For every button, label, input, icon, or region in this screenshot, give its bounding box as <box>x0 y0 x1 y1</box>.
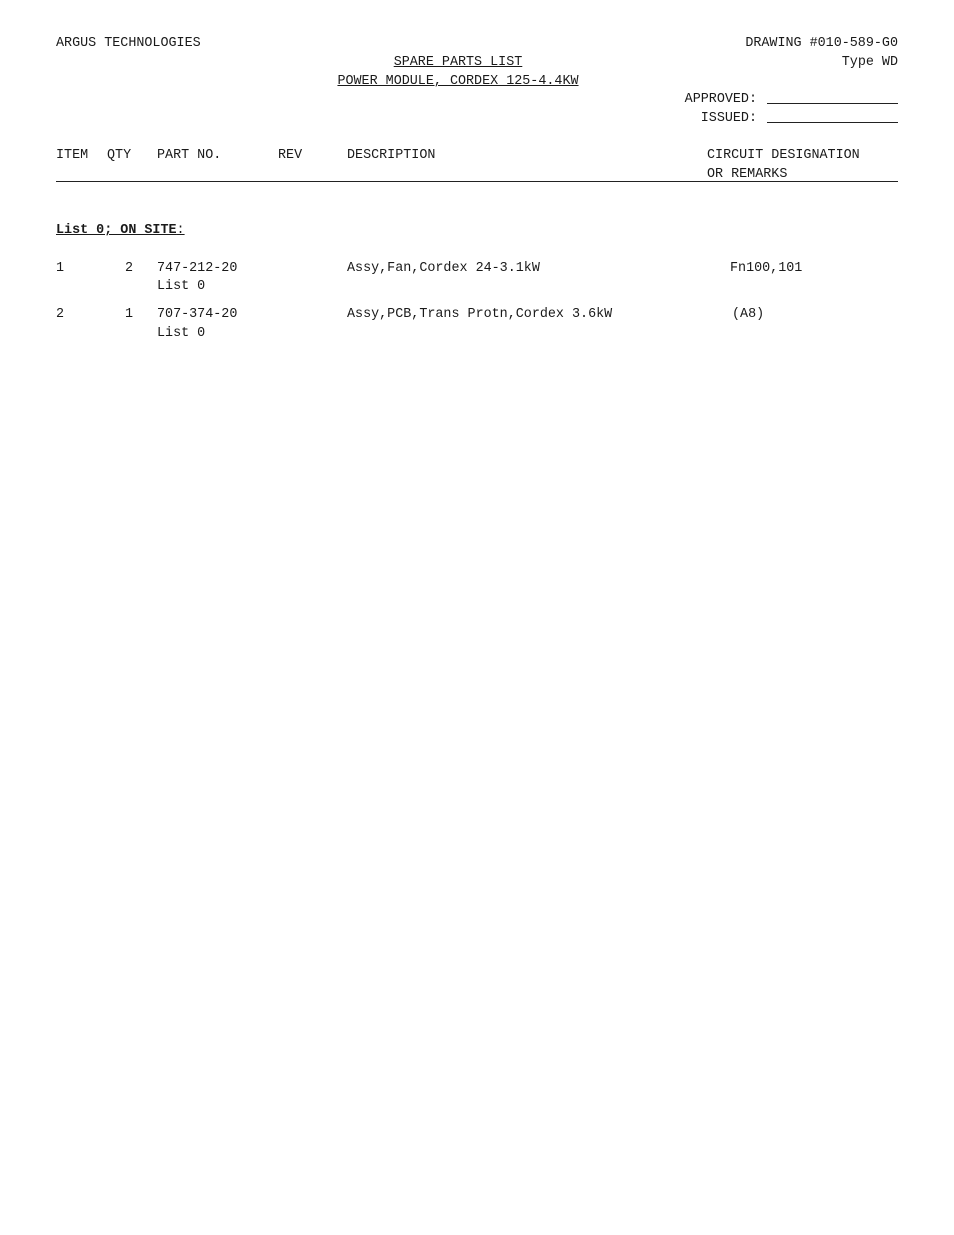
row-remarks: Fn100,101 <box>730 261 803 276</box>
issued-label: ISSUED: <box>700 111 757 126</box>
header-rule <box>56 181 898 182</box>
row-item: 2 <box>56 307 65 322</box>
issued-signature-line <box>767 109 898 130</box>
column-header-remarks-line2: OR REMARKS <box>707 167 788 182</box>
row-list: List 0 <box>157 279 206 294</box>
column-header-rev: REV <box>278 148 303 163</box>
approved-signature-line <box>767 90 898 111</box>
column-header-qty: QTY <box>107 148 132 163</box>
column-header-part-no: PART NO. <box>157 148 222 163</box>
row-list: List 0 <box>157 326 206 341</box>
drawing-number: DRAWING #010-589-G0 <box>745 36 898 51</box>
column-header-remarks-line1: CIRCUIT DESIGNATION <box>707 148 860 163</box>
approved-label: APPROVED: <box>684 92 757 107</box>
column-header-item: ITEM <box>56 148 89 163</box>
document-subtitle: POWER MODULE, CORDEX 125-4.4KW <box>337 74 579 89</box>
section-heading <box>56 221 185 240</box>
row-description: Assy,Fan,Cordex 24-3.1kW <box>347 261 540 276</box>
row-remarks: (A8) <box>732 307 765 322</box>
section-heading-colon: : <box>176 223 185 238</box>
column-header-description: DESCRIPTION <box>347 148 436 163</box>
row-description: Assy,PCB,Trans Protn,Cordex 3.6kW <box>347 307 613 322</box>
row-item: 1 <box>56 261 65 276</box>
row-part-no: 747-212-20 <box>157 261 238 276</box>
row-qty: 1 <box>125 307 134 322</box>
section-heading-label: List 0; ON SITE <box>56 223 177 238</box>
company-name: ARGUS TECHNOLOGIES <box>56 36 201 51</box>
row-qty: 2 <box>125 261 134 276</box>
drawing-type: Type WD <box>841 55 898 70</box>
row-part-no: 707-374-20 <box>157 307 238 322</box>
document-title: SPARE PARTS LIST <box>393 55 523 70</box>
